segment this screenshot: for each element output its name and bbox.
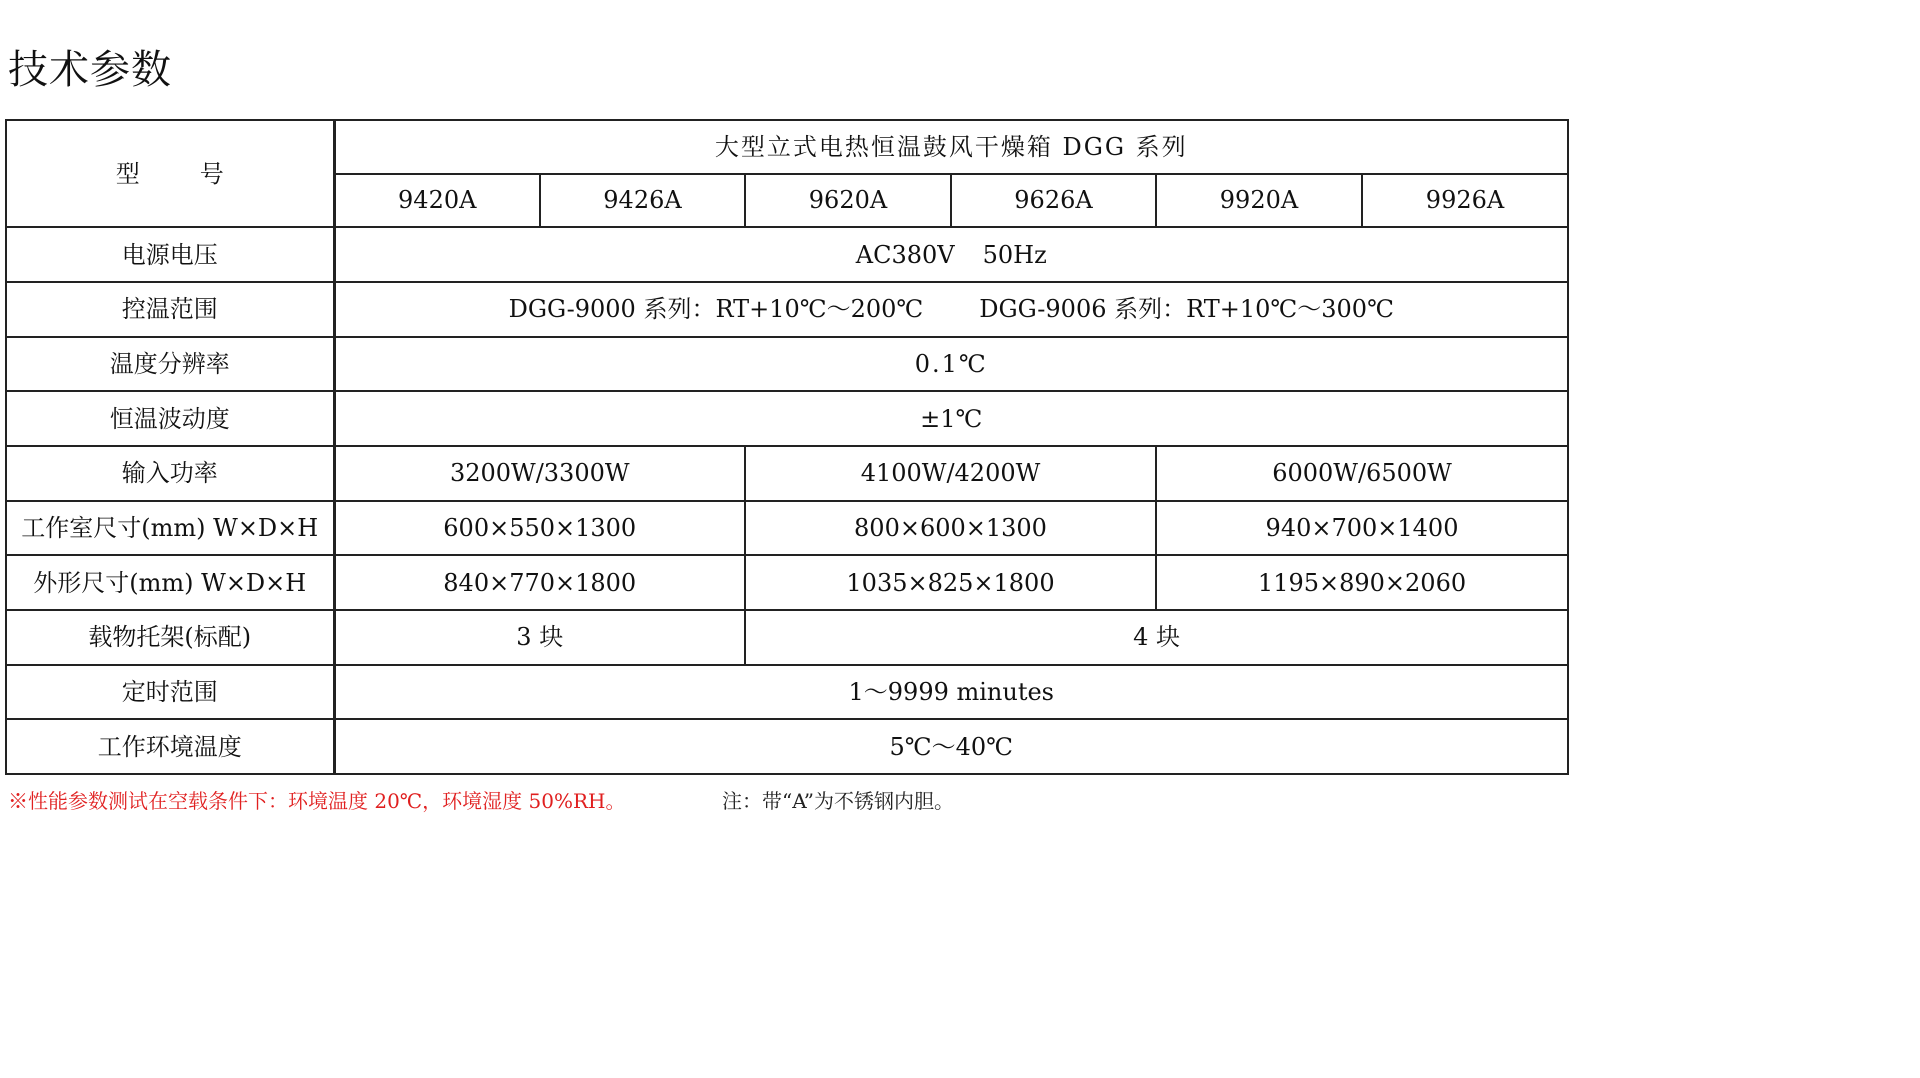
- shelves-value: 3 块: [334, 610, 745, 665]
- temp-range-value-b: DGG-9006 系列：RT+10℃～300℃: [979, 295, 1394, 324]
- material-note: 注：带“A”为不锈钢内胆。: [722, 789, 954, 813]
- fluctuation-value: ±1℃: [334, 391, 1568, 446]
- row-label: 输入功率: [6, 446, 334, 501]
- voltage-value-a: AC380V: [855, 240, 955, 269]
- table-row-chamber-size: [6, 501, 1568, 556]
- model-label-a: 型: [115, 159, 140, 188]
- series-header: 大型立式电热恒温鼓风干燥箱 DGG 系列: [334, 120, 1568, 174]
- row-label: 温度分辨率: [6, 337, 334, 392]
- chamber-size-value: 940×700×1400: [1156, 501, 1568, 556]
- table-row-timer: [6, 665, 1568, 720]
- test-conditions-footnote: ※性能参数测试在空载条件下：环境温度 20℃，环境湿度 50%RH。: [8, 789, 626, 813]
- model-cell: 9620A: [745, 174, 951, 228]
- power-value: 3200W/3300W: [334, 446, 745, 501]
- row-label: 外形尺寸(mm) W×D×H: [6, 555, 334, 610]
- row-label: 载物托架(标配): [6, 610, 334, 665]
- timer-value: 1～9999 minutes: [334, 665, 1568, 720]
- shelves-value: 4 块: [745, 610, 1568, 665]
- row-label: 控温范围: [6, 282, 334, 337]
- page-title: 技术参数: [8, 47, 172, 93]
- header-row-series: [6, 120, 1568, 174]
- outer-size-value: 1195×890×2060: [1156, 555, 1568, 610]
- temp-range-value-a: DGG-9000 系列：RT+10℃～200℃: [508, 295, 924, 324]
- ambient-value: 5℃～40℃: [334, 719, 1568, 774]
- row-label: 工作环境温度: [6, 719, 334, 774]
- model-cell: 9920A: [1156, 174, 1362, 228]
- temp-range-value: [334, 282, 1568, 337]
- voltage-value: [334, 227, 1568, 282]
- table-row-resolution: [6, 337, 1568, 392]
- chamber-size-value: 600×550×1300: [334, 501, 745, 556]
- row-label: 工作室尺寸(mm) W×D×H: [6, 501, 334, 556]
- table-row-voltage: [6, 227, 1568, 282]
- outer-size-value: 840×770×1800: [334, 555, 745, 610]
- model-label-b: 号: [199, 159, 224, 188]
- resolution-value: 0.1℃: [334, 337, 1568, 392]
- table-row-shelves: [6, 610, 1568, 665]
- table-row-power: [6, 446, 1568, 501]
- row-label: 定时范围: [6, 665, 334, 720]
- power-value: 6000W/6500W: [1156, 446, 1568, 501]
- row-label: 恒温波动度: [6, 391, 334, 446]
- table-row-outer-size: [6, 555, 1568, 610]
- model-cell: 9420A: [334, 174, 540, 228]
- chamber-size-value: 800×600×1300: [745, 501, 1156, 556]
- spec-table: [5, 119, 1569, 775]
- table-row-ambient: [6, 719, 1568, 774]
- row-label: 电源电压: [6, 227, 334, 282]
- model-cell: 9626A: [951, 174, 1156, 228]
- table-row-temp-range: [6, 282, 1568, 337]
- model-cell: 9426A: [540, 174, 745, 228]
- model-label-cell: [6, 120, 334, 227]
- table-row-fluctuation: [6, 391, 1568, 446]
- power-value: 4100W/4200W: [745, 446, 1156, 501]
- outer-size-value: 1035×825×1800: [745, 555, 1156, 610]
- voltage-value-b: 50Hz: [982, 240, 1047, 269]
- model-cell: 9926A: [1362, 174, 1568, 228]
